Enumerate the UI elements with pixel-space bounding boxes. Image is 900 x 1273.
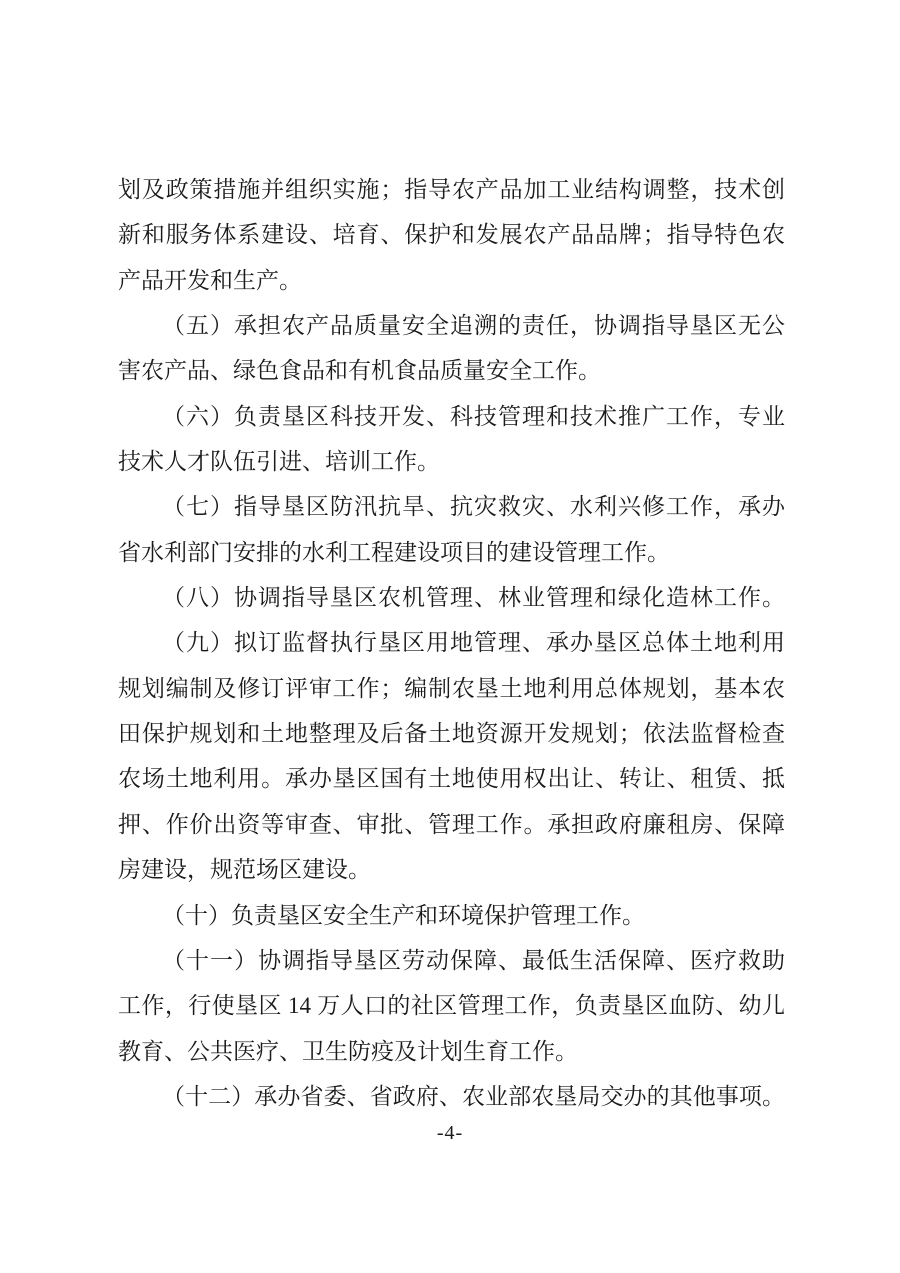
text-line: 教育、公共医疗、卫生防疫及计划生育工作。 bbox=[118, 1038, 578, 1064]
text-line: （九）拟订监督执行垦区用地管理、承办垦区总体土地利用 bbox=[162, 630, 785, 656]
paragraph bbox=[118, 575, 785, 620]
paragraph bbox=[118, 893, 785, 938]
text-line: （七）指导垦区防汛抗旱、抗灾救灾、水利兴修工作，承办 bbox=[162, 494, 785, 520]
text-line: 房建设，规范场区建设。 bbox=[118, 857, 371, 883]
page-number: -4- bbox=[436, 1122, 464, 1144]
text-line: 规划编制及修订评审工作；编制农垦土地利用总体规划，基本农 bbox=[118, 675, 785, 701]
text-line: 工作，行使垦区 14 万人口的社区管理工作，负责垦区血防、幼儿 bbox=[118, 993, 785, 1019]
text-line: 新和服务体系建设、培育、保护和发展农产品品牌；指导特色农 bbox=[118, 222, 785, 248]
text-line: 划及政策措施并组织实施；指导农产品加工业结构调整，技术创 bbox=[118, 177, 785, 202]
paragraph bbox=[118, 484, 785, 575]
page-footer bbox=[0, 1122, 900, 1145]
paragraph bbox=[118, 938, 785, 1074]
text-line: （五）承担农产品质量安全追溯的责任，协调指导垦区无公 bbox=[162, 313, 785, 339]
text-line: （六）负责垦区科技开发、科技管理和技术推广工作，专业 bbox=[162, 403, 785, 429]
text-line: （八）协调指导垦区农机管理、林业管理和绿化造林工作。 bbox=[162, 585, 785, 611]
text-line: 技术人才队伍引进、培训工作。 bbox=[118, 449, 440, 475]
document-body bbox=[118, 167, 785, 1119]
text-line: （十一）协调指导垦区劳动保障、最低生活保障、医疗救助 bbox=[162, 947, 785, 973]
text-line: 省水利部门安排的水利工程建设项目的建设管理工作。 bbox=[118, 539, 670, 565]
paragraph bbox=[118, 303, 785, 394]
text-line: 农场土地利用。承办垦区国有土地使用权出让、转让、租赁、抵 bbox=[118, 766, 785, 792]
text-line: 押、作价出资等审查、审批、管理工作。承担政府廉租房、保障 bbox=[118, 811, 785, 837]
paragraph bbox=[118, 1074, 785, 1119]
text-line: 田保护规划和土地整理及后备土地资源开发规划；依法监督检查 bbox=[118, 721, 785, 747]
text-line: 害农产品、绿色食品和有机食品质量安全工作。 bbox=[118, 358, 601, 384]
text-line: （十）负责垦区安全生产和环境保护管理工作。 bbox=[162, 902, 645, 928]
text-line: （十二）承办省委、省政府、农业部农垦局交办的其他事项。 bbox=[162, 1083, 785, 1109]
paragraph bbox=[118, 394, 785, 485]
paragraph bbox=[118, 167, 785, 303]
paragraph bbox=[118, 620, 785, 892]
text-line: 产品开发和生产。 bbox=[118, 267, 302, 293]
